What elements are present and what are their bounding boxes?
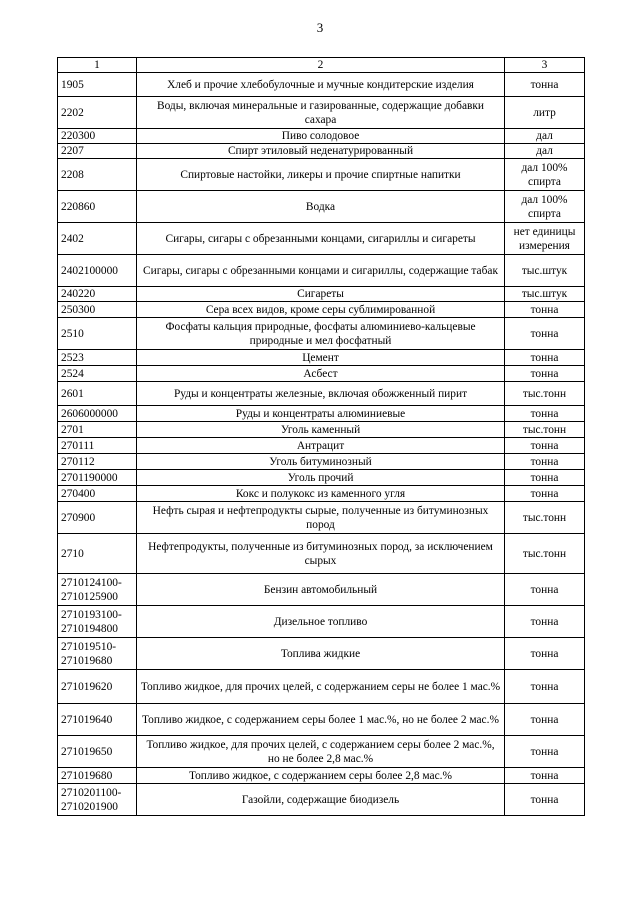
table-row (58, 255, 585, 287)
row-name-cell: Нефть сырая и нефтепродукты сырые, полученные из битуминозных пород (137, 502, 505, 534)
row-code-cell: 2208 (58, 159, 137, 191)
table-row (58, 129, 585, 144)
column-header-code: 1 (58, 58, 137, 73)
row-name-cell: Сигареты (137, 287, 505, 302)
row-name-cell: Газойли, содержащие биодизель (137, 784, 505, 816)
row-unit-cell: тонна (505, 704, 585, 736)
row-name-cell: Хлеб и прочие хлебобулочные и мучные кондитерские изделия (137, 73, 505, 97)
row-code-cell: 2207 (58, 144, 137, 159)
row-name-cell: Водка (137, 191, 505, 223)
row-name-cell: Руды и концентраты алюминиевые (137, 406, 505, 422)
row-unit-cell: тонна (505, 406, 585, 422)
row-code-cell: 2402 (58, 223, 137, 255)
row-unit-cell: тонна (505, 470, 585, 486)
row-name-cell: Дизельное топливо (137, 606, 505, 638)
table-row (58, 784, 585, 816)
row-code-cell: 270900 (58, 502, 137, 534)
row-code-cell: 220300 (58, 129, 137, 144)
table-row (58, 486, 585, 502)
row-unit-cell: тонна (505, 73, 585, 97)
table-row (58, 406, 585, 422)
table-row (58, 454, 585, 470)
row-code-cell: 1905 (58, 73, 137, 97)
row-unit-cell: тонна (505, 350, 585, 366)
table-row (58, 302, 585, 318)
row-code-cell: 2202 (58, 97, 137, 129)
row-unit-cell: тонна (505, 736, 585, 768)
row-unit-cell: дал 100% спирта (505, 159, 585, 191)
column-header-unit: 3 (505, 58, 585, 73)
table-row (58, 704, 585, 736)
row-name-cell: Асбест (137, 366, 505, 382)
row-code-cell: 2710 (58, 534, 137, 574)
row-name-cell: Цемент (137, 350, 505, 366)
row-code-cell: 2402100000 (58, 255, 137, 287)
row-unit-cell: тонна (505, 302, 585, 318)
row-name-cell: Воды, включая минеральные и газированные, содержащие добавки сахара (137, 97, 505, 129)
table-row (58, 191, 585, 223)
table-row (58, 438, 585, 454)
row-code-cell: 2601 (58, 382, 137, 406)
row-unit-cell: тонна (505, 606, 585, 638)
row-name-cell: Антрацит (137, 438, 505, 454)
row-unit-cell: тонна (505, 670, 585, 704)
row-code-cell: 271019620 (58, 670, 137, 704)
row-code-cell: 2710201100- 2710201900 (58, 784, 137, 816)
row-unit-cell: дал (505, 129, 585, 144)
table-row (58, 223, 585, 255)
row-unit-cell: тыс.тонн (505, 422, 585, 438)
row-unit-cell: тыс.тонн (505, 502, 585, 534)
row-name-cell: Кокс и полукокс из каменного угля (137, 486, 505, 502)
row-code-cell: 2523 (58, 350, 137, 366)
row-name-cell: Бензин автомобильный (137, 574, 505, 606)
table-row (58, 736, 585, 768)
row-code-cell: 2701190000 (58, 470, 137, 486)
row-unit-cell: тонна (505, 768, 585, 784)
table-row (58, 350, 585, 366)
table-row (58, 470, 585, 486)
row-name-cell: Уголь прочий (137, 470, 505, 486)
row-name-cell: Пиво солодовое (137, 129, 505, 144)
row-name-cell: Топливо жидкое, для прочих целей, с содержанием серы более 2 мас.%, но не более 2,8 мас.% (137, 736, 505, 768)
row-code-cell: 240220 (58, 287, 137, 302)
row-code-cell: 220860 (58, 191, 137, 223)
row-unit-cell: тонна (505, 574, 585, 606)
page-number: 3 (316, 20, 324, 35)
row-name-cell: Нефтепродукты, полученные из битуминозных пород, за исключением сырых (137, 534, 505, 574)
row-name-cell: Фосфаты кальция природные, фосфаты алюминиево-кальцевые природные и мел фосфатный (137, 318, 505, 350)
row-unit-cell: тонна (505, 454, 585, 470)
table-row (58, 670, 585, 704)
row-name-cell: Топливо жидкое, с содержанием серы более 2,8 мас.% (137, 768, 505, 784)
table-row (58, 574, 585, 606)
product-table (57, 57, 585, 816)
row-code-cell: 250300 (58, 302, 137, 318)
row-code-cell: 271019650 (58, 736, 137, 768)
row-unit-cell: тыс.тонн (505, 382, 585, 406)
row-code-cell: 270112 (58, 454, 137, 470)
row-name-cell: Руды и концентраты железные, включая обожженный пирит (137, 382, 505, 406)
table-row (58, 606, 585, 638)
row-code-cell: 2510 (58, 318, 137, 350)
row-code-cell: 271019640 (58, 704, 137, 736)
row-unit-cell: нет единицы измерения (505, 223, 585, 255)
row-name-cell: Спиртовые настойки, ликеры и прочие спиртные напитки (137, 159, 505, 191)
row-code-cell: 271019510- 271019680 (58, 638, 137, 670)
row-unit-cell: тонна (505, 438, 585, 454)
row-unit-cell: тонна (505, 638, 585, 670)
row-name-cell: Сигары, сигары с обрезанными концами, сигариллы и сигареты (137, 223, 505, 255)
table-row (58, 534, 585, 574)
row-unit-cell: дал (505, 144, 585, 159)
row-name-cell: Уголь каменный (137, 422, 505, 438)
row-code-cell: 270400 (58, 486, 137, 502)
row-name-cell: Сигары, сигары с обрезанными концами и сигариллы, содержащие табак (137, 255, 505, 287)
row-name-cell: Топливо жидкое, для прочих целей, с содержанием серы не более 1 мас.% (137, 670, 505, 704)
row-unit-cell: литр (505, 97, 585, 129)
table-row (58, 144, 585, 159)
column-header-name: 2 (137, 58, 505, 73)
row-code-cell: 2710124100- 2710125900 (58, 574, 137, 606)
row-unit-cell: тыс.штук (505, 287, 585, 302)
table-row (58, 287, 585, 302)
row-name-cell: Уголь битуминозный (137, 454, 505, 470)
table-row (58, 73, 585, 97)
row-code-cell: 270111 (58, 438, 137, 454)
table-row (58, 502, 585, 534)
table-row (58, 422, 585, 438)
table-row (58, 366, 585, 382)
table-row (58, 318, 585, 350)
table-row (58, 382, 585, 406)
row-unit-cell: тыс.тонн (505, 534, 585, 574)
row-code-cell: 2524 (58, 366, 137, 382)
row-unit-cell: тонна (505, 366, 585, 382)
row-code-cell: 271019680 (58, 768, 137, 784)
table-header-row (58, 58, 585, 73)
table-row (58, 768, 585, 784)
row-code-cell: 2701 (58, 422, 137, 438)
row-code-cell: 2710193100- 2710194800 (58, 606, 137, 638)
row-name-cell: Топливо жидкое, с содержанием серы более 1 мас.%, но не более 2 мас.% (137, 704, 505, 736)
row-unit-cell: дал 100% спирта (505, 191, 585, 223)
row-code-cell: 2606000000 (58, 406, 137, 422)
row-unit-cell: тонна (505, 318, 585, 350)
row-unit-cell: тыс.штук (505, 255, 585, 287)
row-name-cell: Топлива жидкие (137, 638, 505, 670)
table-row (58, 638, 585, 670)
table-row (58, 97, 585, 129)
row-name-cell: Спирт этиловый неденатурированный (137, 144, 505, 159)
row-unit-cell: тонна (505, 486, 585, 502)
row-unit-cell: тонна (505, 784, 585, 816)
row-name-cell: Сера всех видов, кроме серы сублимированной (137, 302, 505, 318)
table-row (58, 159, 585, 191)
